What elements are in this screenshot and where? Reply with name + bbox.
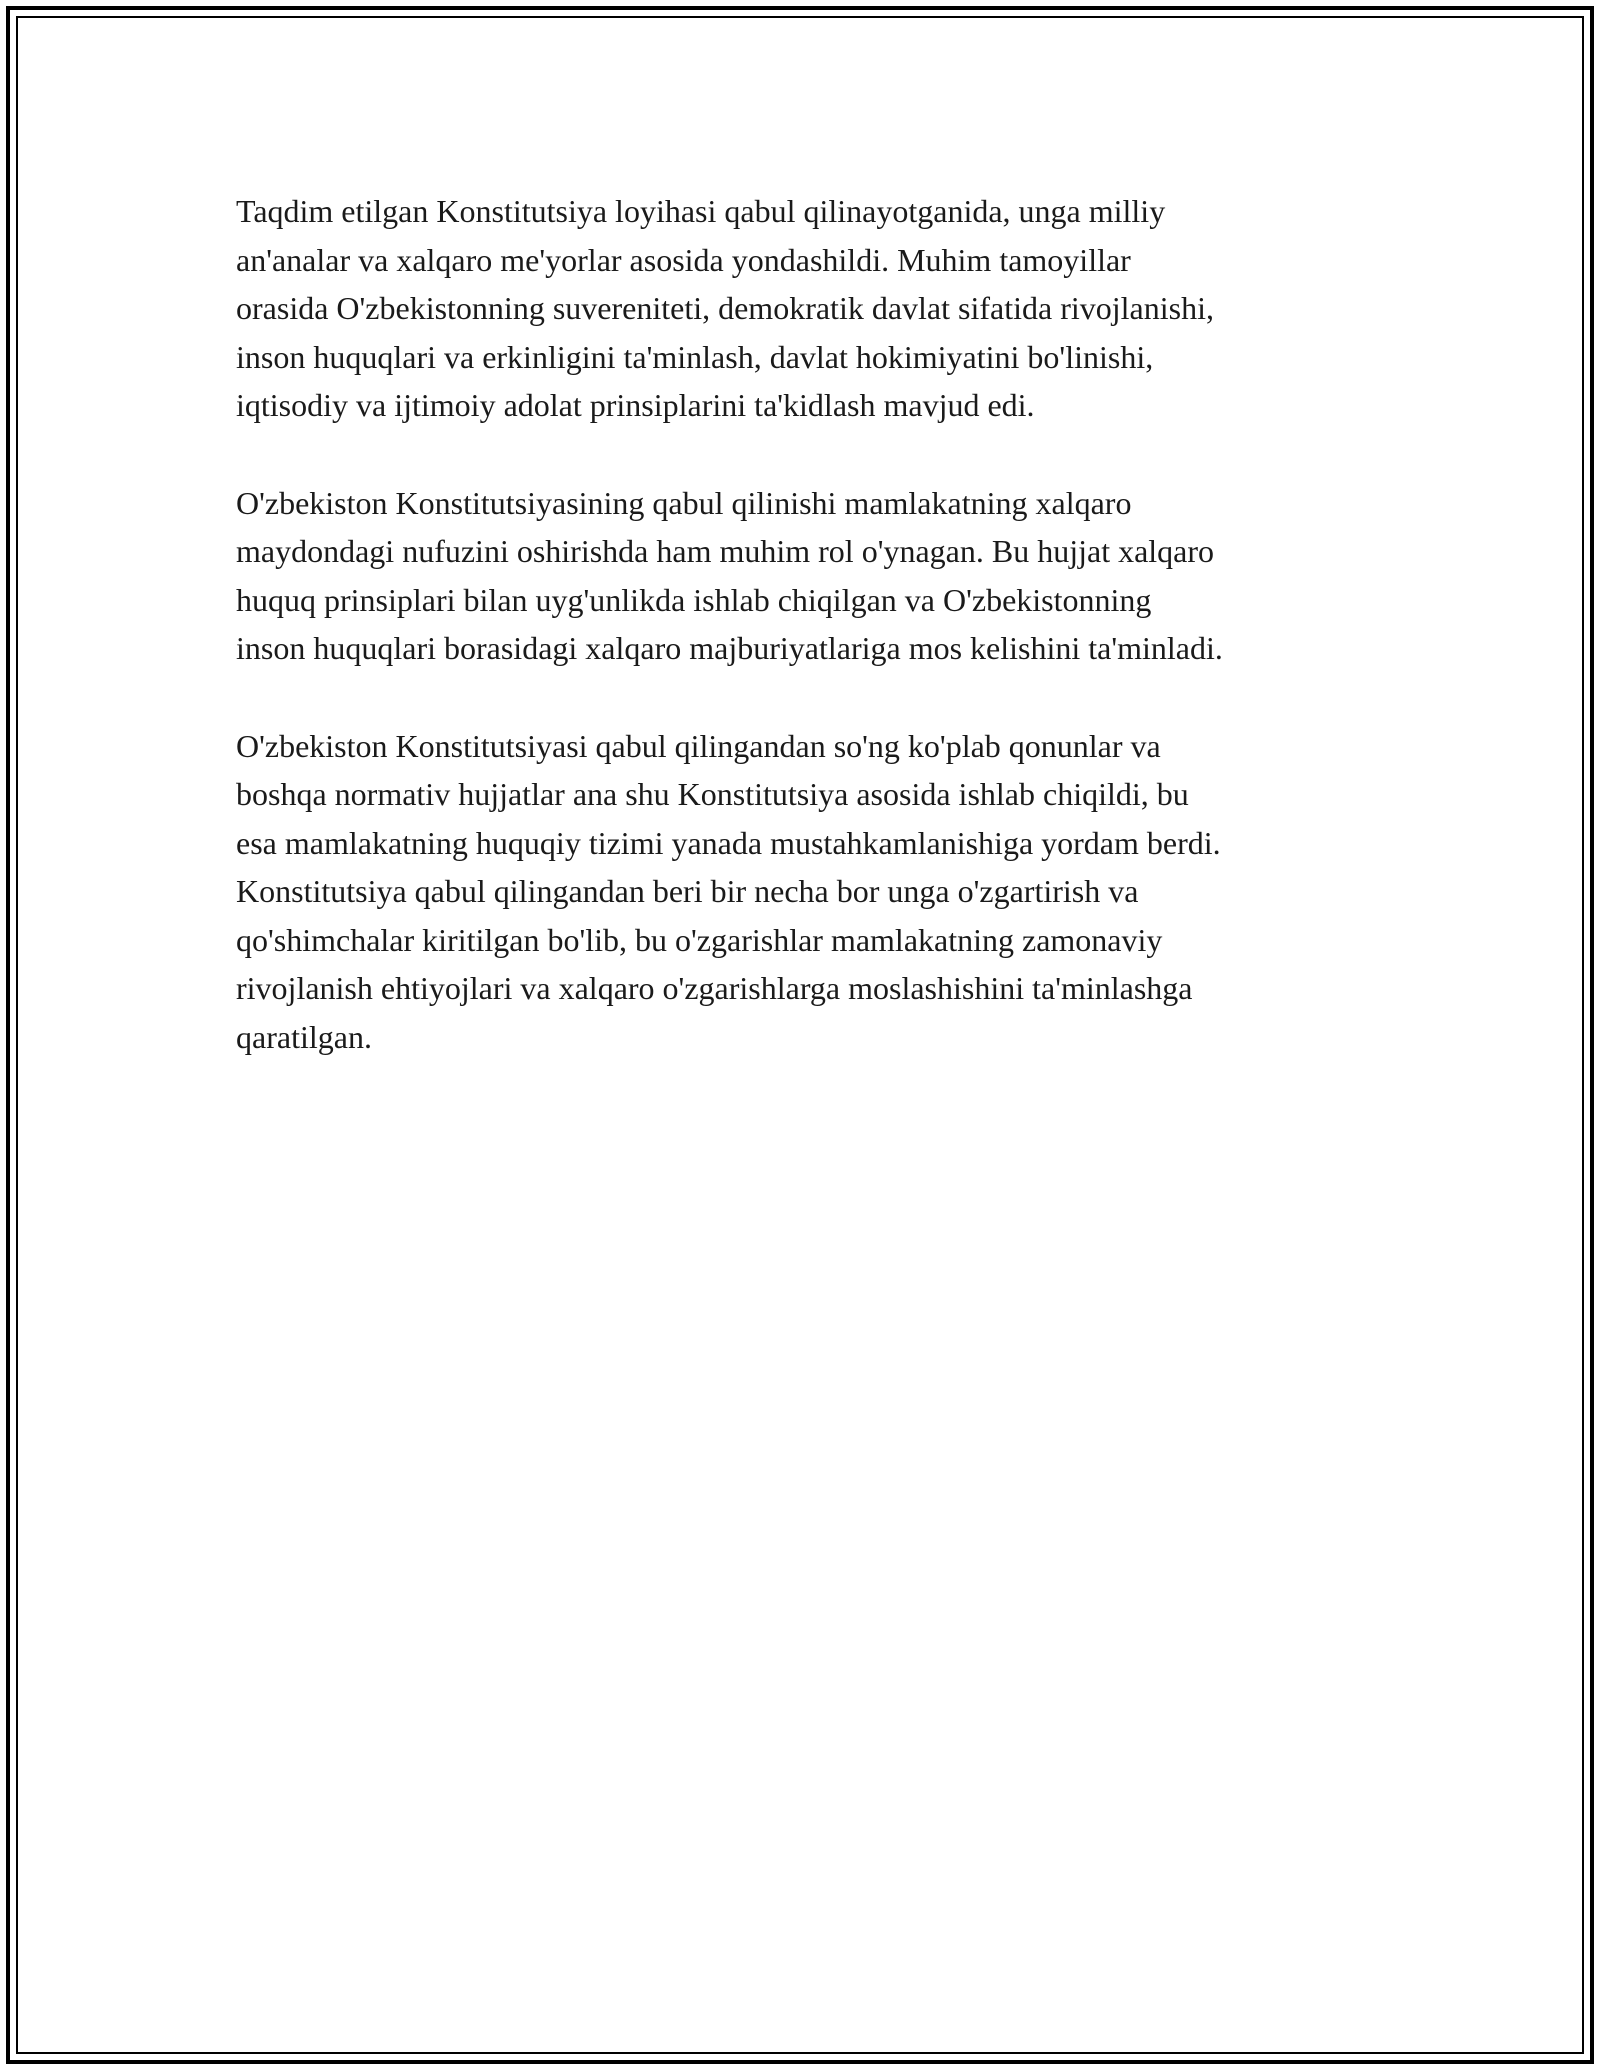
paragraph-1: Taqdim etilgan Konstitutsiya loyihasi qabul qilinayotganida, unga milliy an'analar va xalqaro me'yorlar asosida yondashildi. Muhim tamoyillar orasida O'zbekistonning suvereniteti, demokratik davlat sifatida rivojlanishi, inson huquqlari va erkinligini ta'minlash, davlat hokimiyatini bo'linishi, iqtisodiy va ijtimoiy adolat prinsiplarini ta'kidlash mavjud edi. xyxy=(236,193,1214,423)
paragraph-2: O'zbekiston Konstitutsiyasining qabul qilinishi mamlakatning xalqaro maydondagi nufuzini oshirishda ham muhim rol o'ynagan. Bu hujjat xalqaro huquq prinsiplari bilan uyg'unlikda ishlab chiqilgan va O'zbekistonning inson huquqlari borasidagi xalqaro majburiyatlariga mos kelishini ta'minladi. xyxy=(236,484,1223,666)
document-body xyxy=(236,187,1376,1110)
paragraph-3: O'zbekiston Konstitutsiyasi qabul qilingandan so'ng ko'plab qonunlar va boshqa normativ hujjatlar ana shu Konstitutsiya asosida ishlab chiqildi, bu esa mamlakatning huquqiy tizimi yanada mustahkamlanishiga yordam berdi. Konstitutsiya qabul qilingandan beri bir necha bor unga o'zgartirish va qo'shimchalar kiritilgan bo'lib, bu o'zgarishlar mamlakatning zamonaviy rivojlanish ehtiyojlari va xalqaro o'zgarishlarga moslashishini ta'minlashga qaratilgan. xyxy=(236,727,1221,1055)
